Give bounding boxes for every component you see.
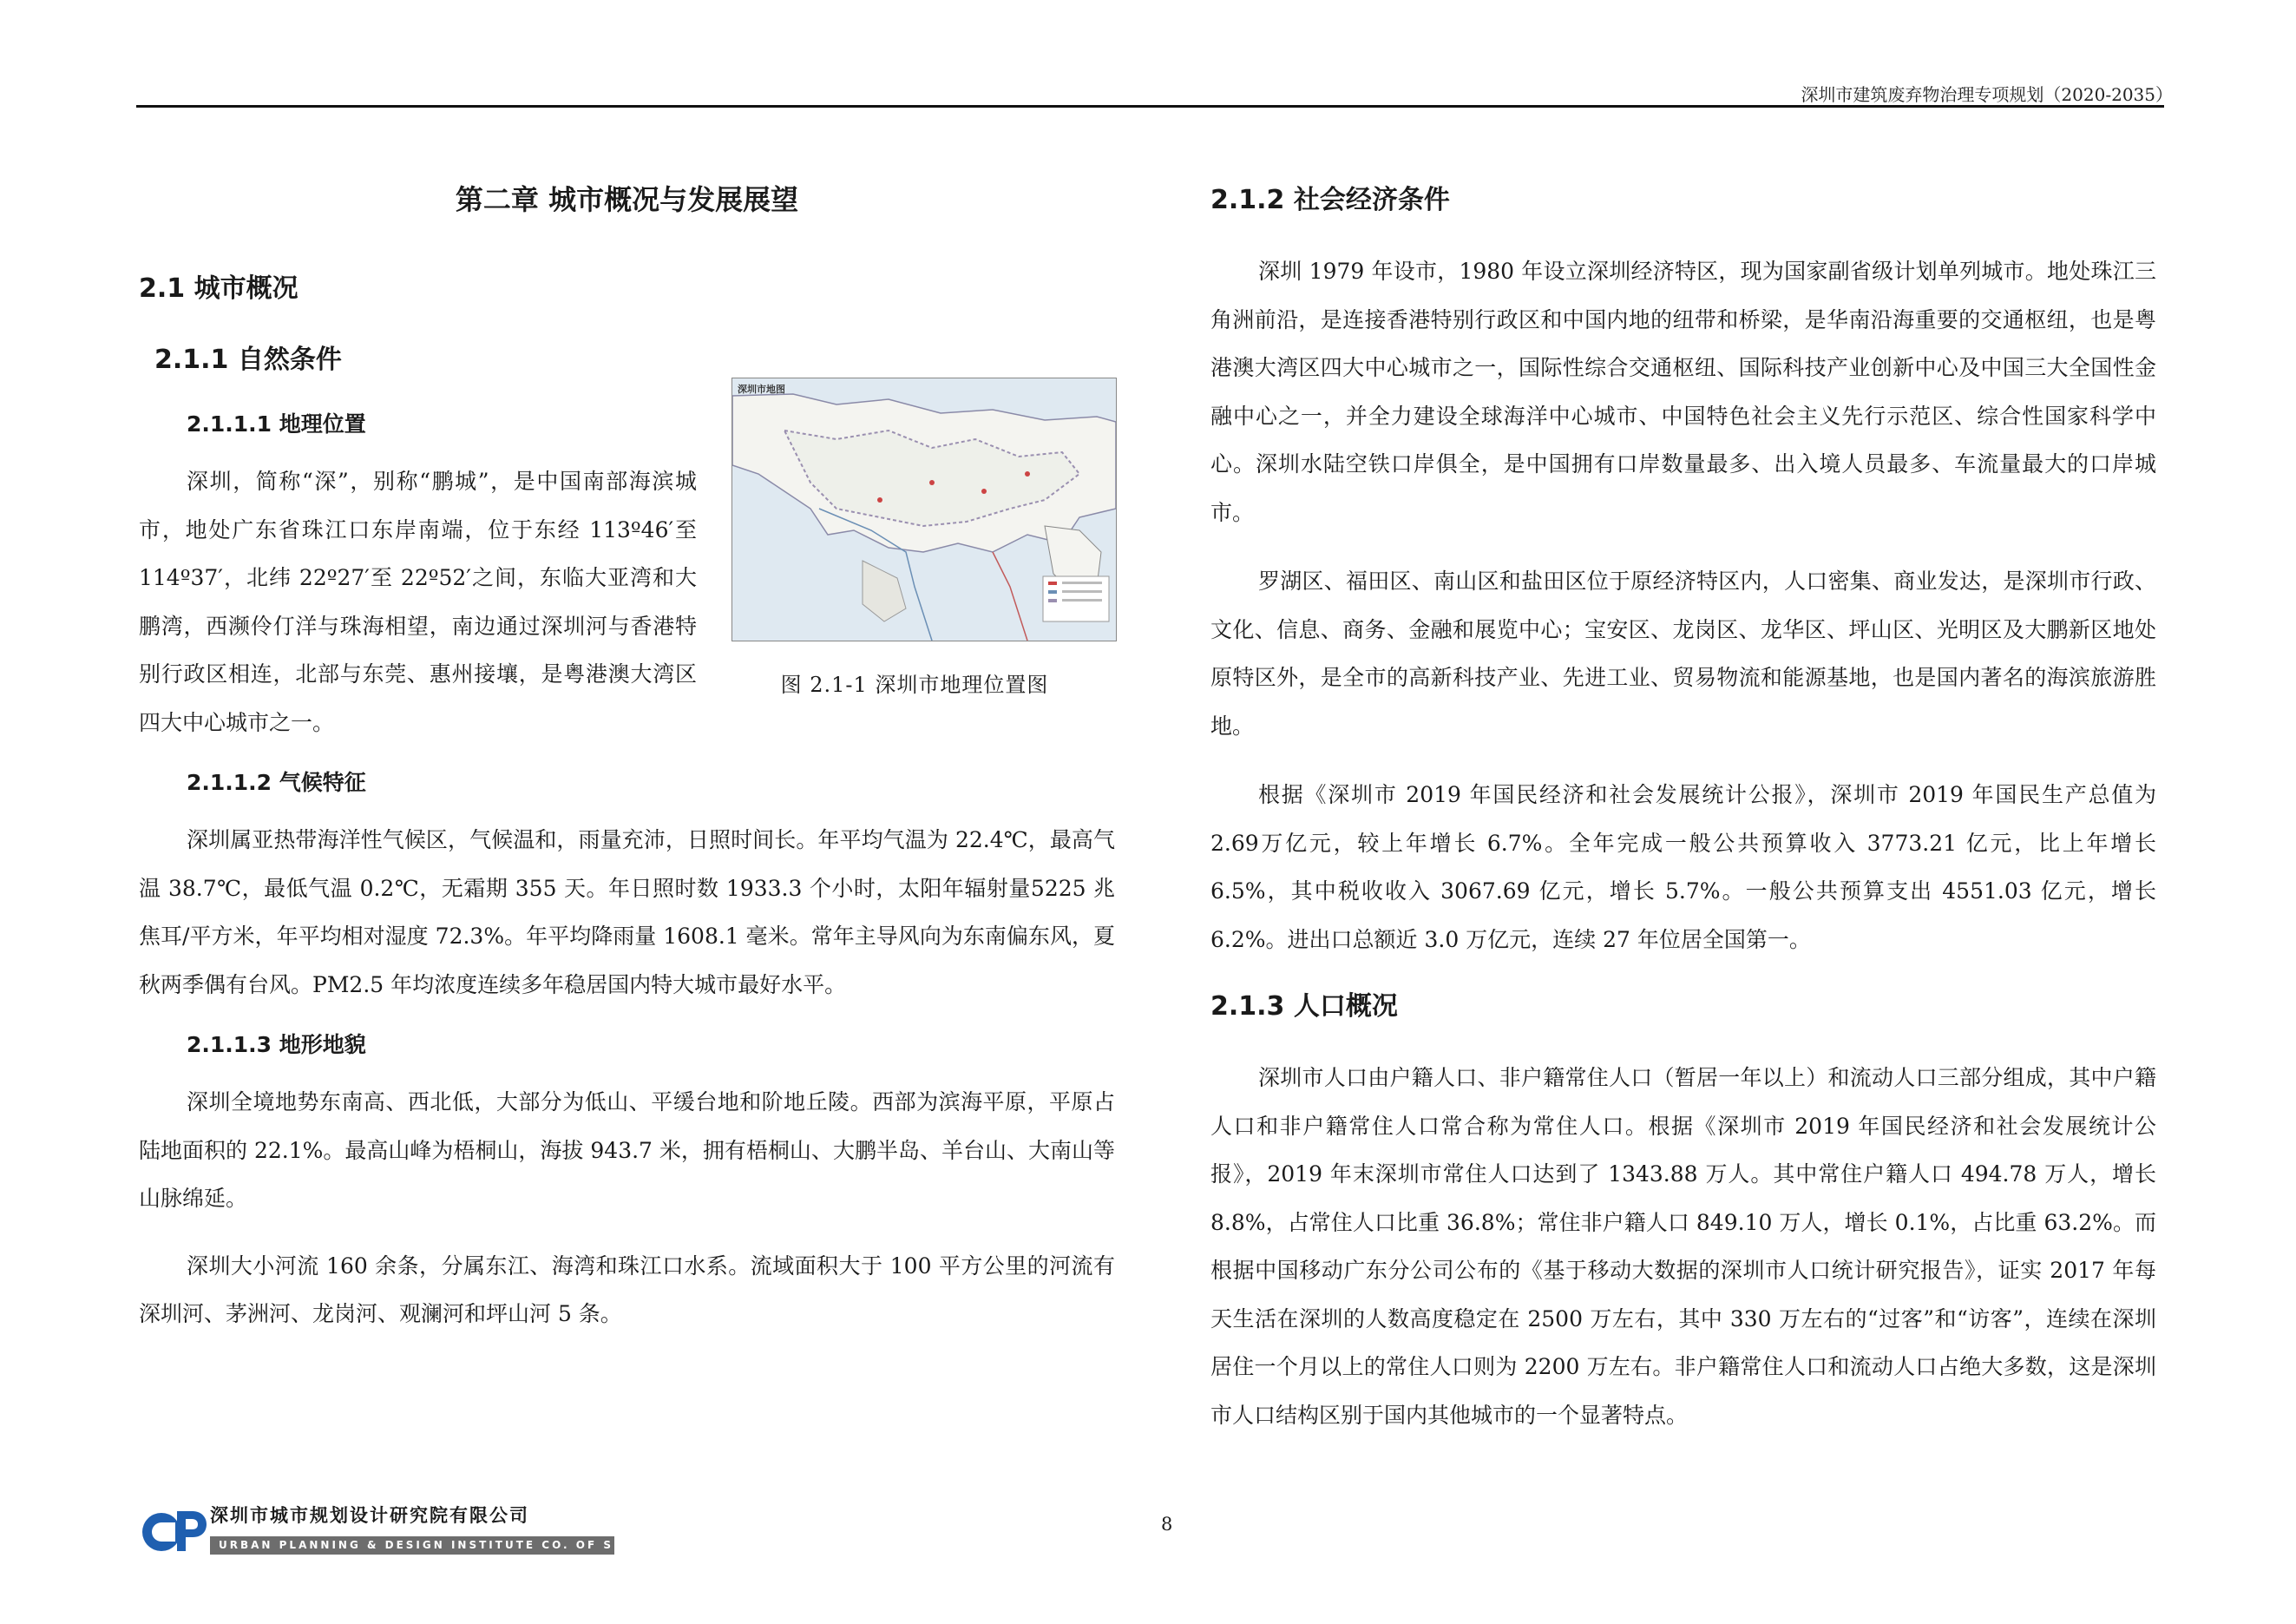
paragraph-climate: 深圳属亚热带海洋性气候区，气候温和，雨量充沛，日照时间长。年平均气温为 22.4℃，最高气温 38.7℃，最低气温 0.2℃，无霜期 355 天。年日照时数 1933.3 个小时，太阳年辐射量5225 兆焦耳/平方米，年平均相对湿度 72.3%。年平均降雨量 1608.1 毫米。常年主导风向为东南偏东风，夏秋两季偶有台风。PM2.5 年均浓度连续多年稳居国内特大城市最好水平。	[139, 827, 1115, 997]
section-2-1-1-2-heading: 2.1.1.2 气候特征	[187, 770, 366, 795]
paragraph-economy-1: 深圳 1979 年设市，1980 年设立深圳经济特区，现为国家副省级计划单列城市。地处珠江三角洲前沿，是连接香港特别行政区和中国内地的纽带和桥梁，是华南沿海重要的交通枢纽，也是粤港澳大湾区四大中心城市之一，国际性综合交通枢纽、国际科技产业创新中心及中国三大全国性金融中心之一，并全力建设全球海洋中心城市、中国特色社会主义先行示范区、综合性国家科学中心。深圳水陆空铁口岸俱全，是中国拥有口岸数量最多、出入境人员最多、车流量最大的口岸城市。	[1210, 259, 2156, 525]
section-2-1-3-heading: 2.1.3 人口概况	[1210, 991, 1398, 1022]
paragraph-population: 深圳市人口由户籍人口、非户籍常住人口（暂居一年以上）和流动人口三部分组成，其中户籍人口和非户籍常住人口常合称为常住人口。根据《深圳市 2019 年国民经济和社会发展统计公报》，2019 年末深圳市常住人口达到了 1343.88 万人。其中常住户籍人口 494.78 万人，增长8.8%，占常住人口比重 36.8%；常住非户籍人口 849.10 万人，增长 0.1%，占比重 63.2%。而根据中国移动广东分公司公布的《基于移动大数据的深圳市人口统计研究报告》，证实 2017 年每天生活在深圳的人数高度稳定在 2500 万左右，其中 330 万左右的“过客”和“访客”，连续在深圳居住一个月以上的常住人口则为 2200 万左右。非户籍常住人口和流动人口占绝大多数，这是深圳市人口结构区别于国内其他城市的一个显著特点。	[1210, 1065, 2156, 1428]
map-graphic	[732, 378, 1116, 641]
footer-org-name: 深圳市城市规划设计研究院有限公司	[210, 1505, 529, 1526]
page-number: 8	[1161, 1514, 1173, 1535]
right-column	[1210, 178, 2156, 1460]
paragraph-terrain-2: 深圳大小河流 160 余条，分属东江、海湾和珠江口水系。流域面积大于 100 平方公里的河流有深圳河、茅洲河、龙岗河、观澜河和坪山河 5 条。	[139, 1253, 1115, 1326]
chapter-title: 第二章 城市概况与发展展望	[455, 183, 799, 216]
paragraph-terrain-1: 深圳全境地势东南高、西北低，大部分为低山、平缓台地和阶地丘陵。西部为滨海平原，平原占陆地面积的 22.1%。最高山峰为梧桐山，海拔 943.7 米，拥有梧桐山、大鹏半岛、羊台山、大南山等山脉绵延。	[139, 1089, 1115, 1211]
section-2-1-1-1-heading: 2.1.1.1 地理位置	[187, 411, 366, 437]
figure-map	[714, 378, 1115, 698]
paragraph-location: 深圳，简称“深”，别称“鹏城”，是中国南部海滨城市，地处广东省珠江口东岸南端，位于东经 113º46′至114º37′，北纬 22º27′至 22º52′之间，东临大亚湾和大鹏湾，西濒伶仃洋与珠海相望，南边通过深圳河与香港特别行政区相连，北部与东莞、惠州接壤，是粤港澳大湾区四大中心城市之一。	[139, 469, 697, 735]
figure-caption: 图 2.1-1 深圳市地理位置图	[780, 673, 1049, 697]
paragraph-economy-3: 根据《深圳市 2019 年国民经济和社会发展统计公报》，深圳市 2019 年国民生产总值为 2.69万亿元，较上年增长 6.7%。全年完成一般公共预算收入 3773.21 亿元，比上年增长 6.5%，其中税收收入 3067.69 亿元，增长 5.7%。一般公共预算支出 4551.03 亿元，增长 6.2%。进出口总额近 3.0 万亿元，连续 27 年位居全国第一。	[1210, 782, 2156, 952]
section-2-1-2-heading: 2.1.2 社会经济条件	[1210, 185, 1450, 215]
paragraph-economy-2: 罗湖区、福田区、南山区和盐田区位于原经济特区内，人口密集、商业发达，是深圳市行政、文化、信息、商务、金融和展览中心；宝安区、龙岗区、龙华区、坪山区、光明区及大鹏新区地处原特区外，是全市的高新科技产业、先进工业、贸易物流和能源基地，也是国内著名的海滨旅游胜地。	[1210, 569, 2156, 739]
section-2-1-1-heading: 2.1.1 自然条件	[154, 345, 342, 375]
section-2-1-1-3-heading: 2.1.1.3 地形地貌	[187, 1032, 366, 1057]
header-title: 深圳市建筑废弃物治理专项规划（2020-2035）	[1801, 84, 2173, 105]
left-column	[139, 178, 1115, 1358]
map-title: 深圳市地图	[738, 384, 785, 395]
institute-logo-icon	[139, 1506, 208, 1554]
section-2-1-heading: 2.1 城市概况	[139, 273, 298, 304]
footer-org-english: URBAN PLANNING & DESIGN INSTITUTE CO. OF SHENZHEN	[210, 1536, 614, 1555]
shenzhen-map-image	[731, 378, 1117, 641]
header-rule	[136, 105, 2164, 108]
